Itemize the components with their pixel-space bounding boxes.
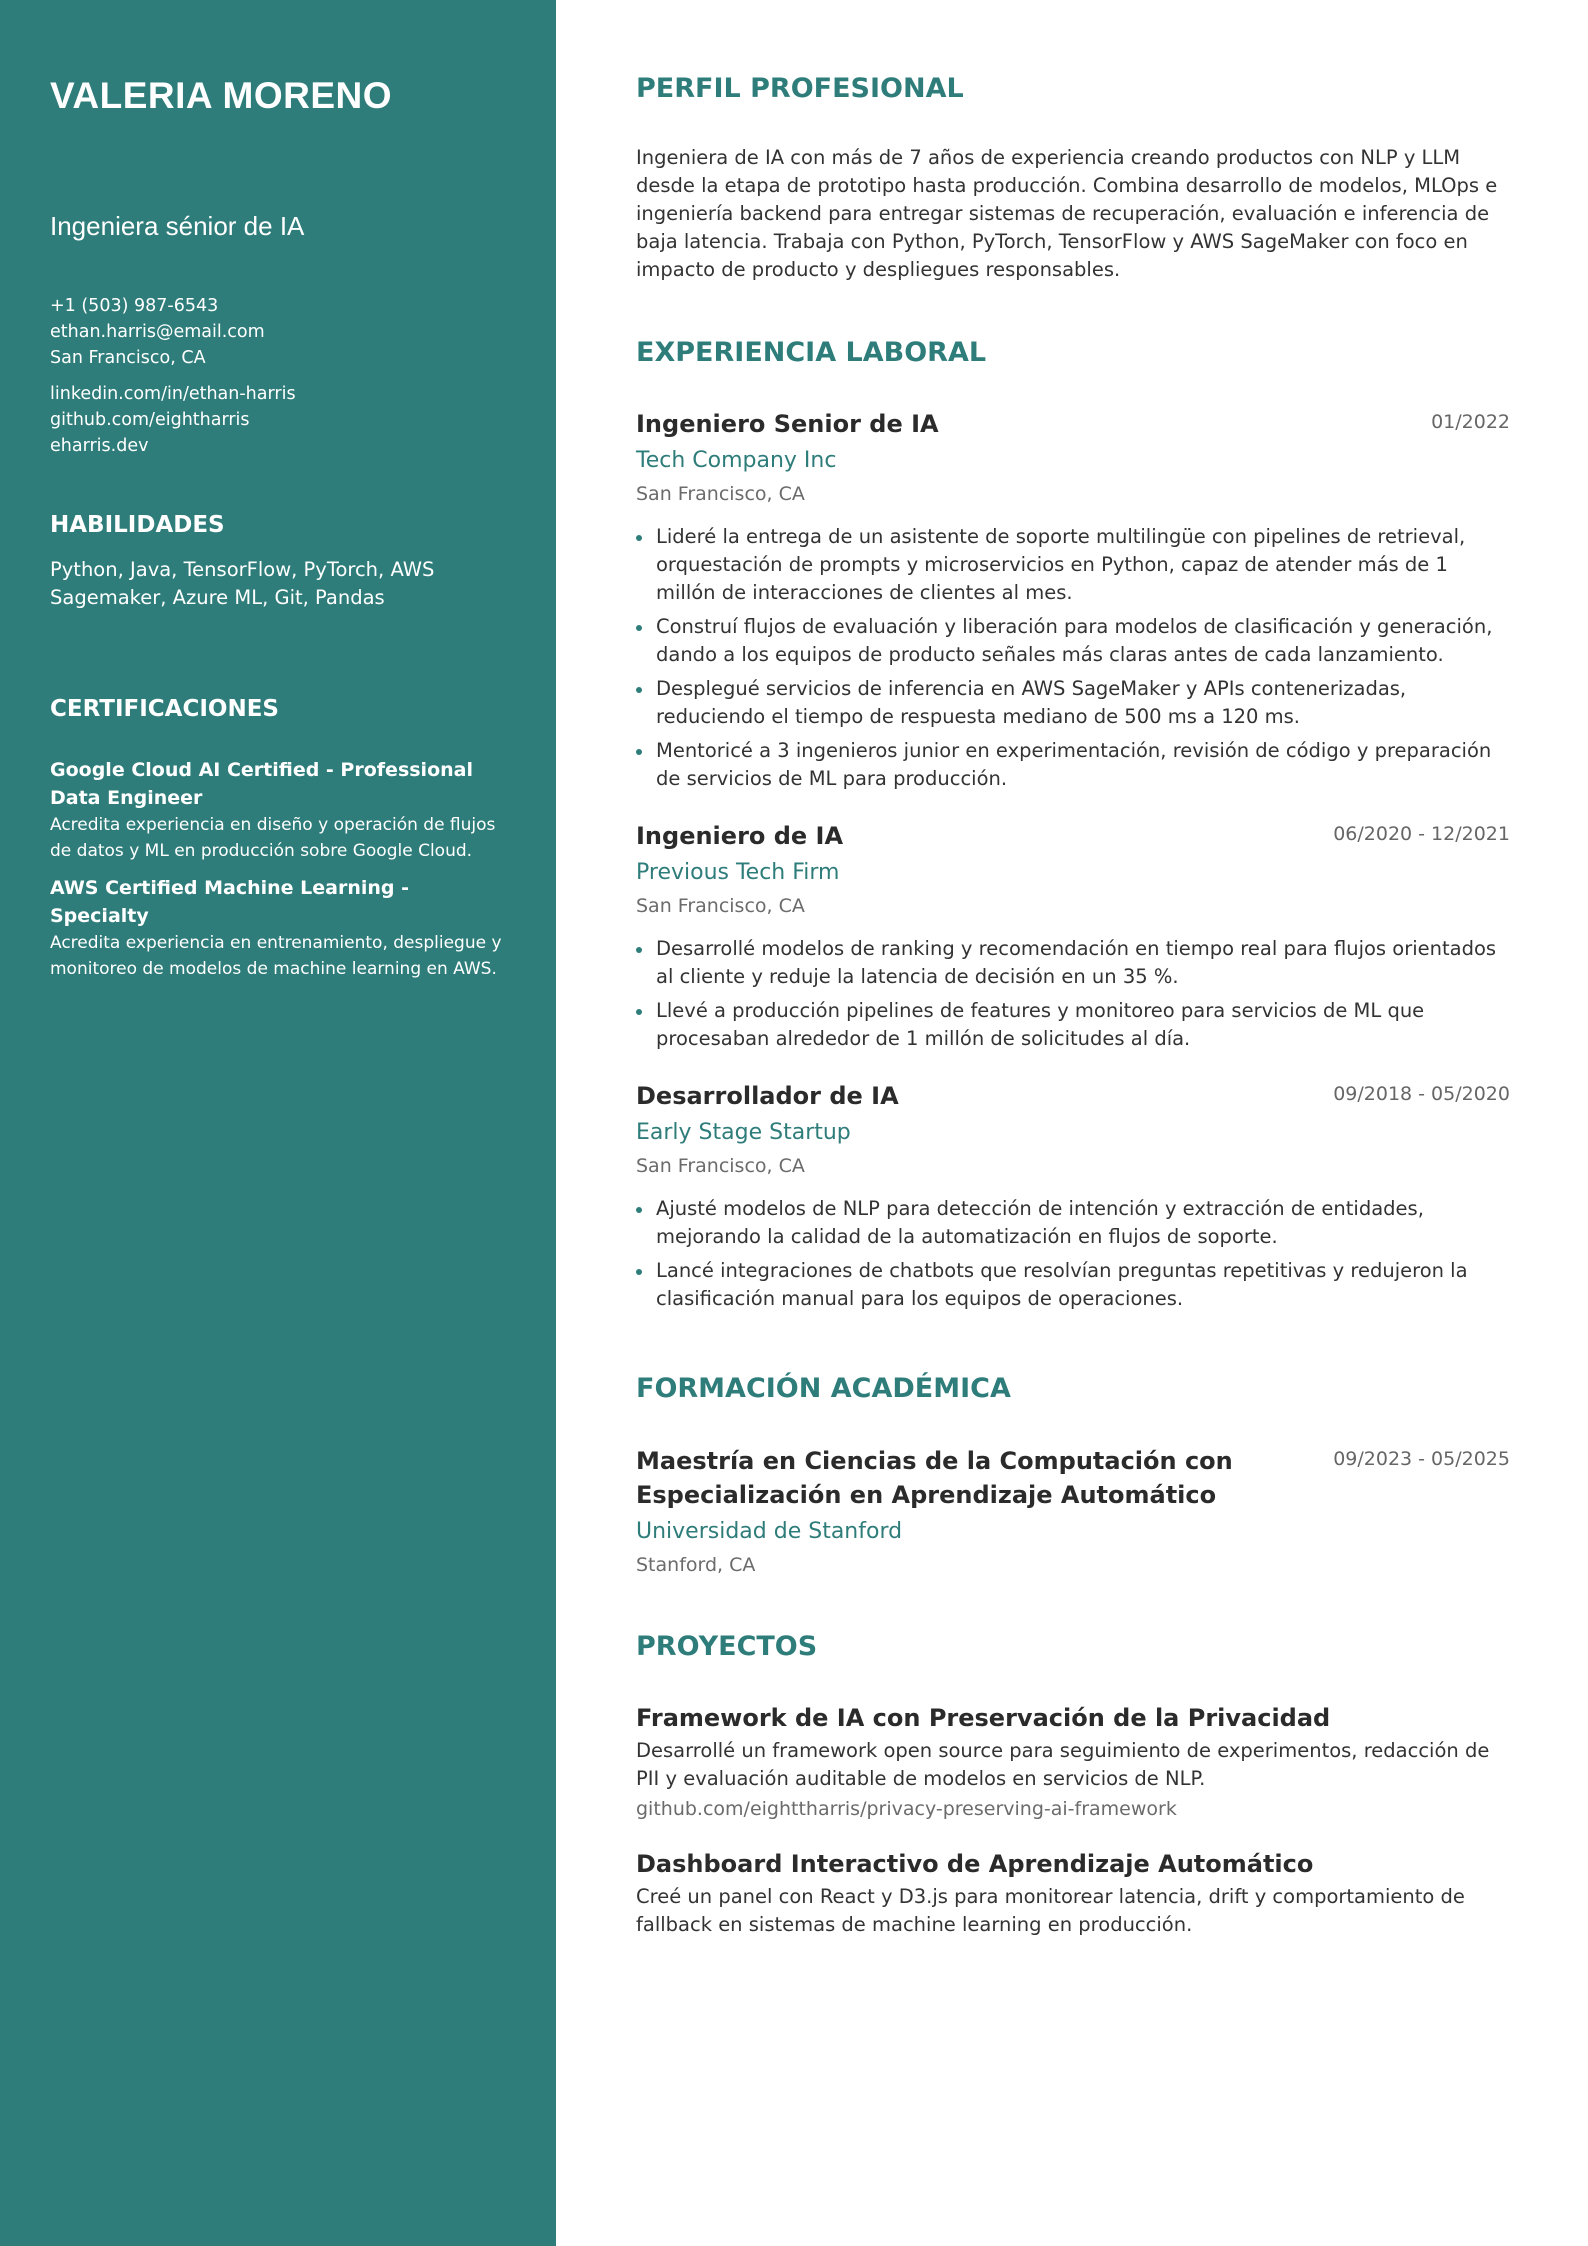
project-desc: Creé un panel con React y D3.js para monitorear latencia, drift y comportamiento de fallback en sistemas de machine learning en producción. xyxy=(636,1885,1465,1936)
cert-item xyxy=(50,756,506,864)
project-title: Dashboard Interactivo de Aprendizaje Automático xyxy=(636,1850,1314,1878)
links-block xyxy=(50,381,506,459)
phone[interactable]: +1 (503) 987-6543 xyxy=(50,296,219,316)
bullet-dot-icon xyxy=(636,1009,642,1015)
company-name: Previous Tech Firm xyxy=(636,860,840,885)
job-location: San Francisco, CA xyxy=(636,895,805,917)
school-name: Universidad de Stanford xyxy=(636,1519,903,1544)
degree-title: Maestría en Ciencias de la Computación con Especialización en Aprendizaje Automático xyxy=(636,1447,1233,1509)
education-entry xyxy=(636,1444,1510,1580)
certs-heading: CERTIFICACIONES xyxy=(50,696,279,722)
list-item: Desarrollé modelos de ranking y recomendación en tiempo real para flujos orientados al cliente y reduje la latencia de decisión en un 35 %. xyxy=(636,935,1510,991)
linkedin-link[interactable]: linkedin.com/in/ethan-harris xyxy=(50,384,296,404)
job-location: San Francisco, CA xyxy=(636,483,805,505)
bullet-dot-icon xyxy=(636,749,642,755)
email[interactable]: ethan.harris@email.com xyxy=(50,322,265,342)
bullet-dot-icon xyxy=(636,1207,642,1213)
cert-desc: Acredita experiencia en diseño y operación de flujos de datos y ML en producción sobre Google Cloud. xyxy=(50,815,496,861)
skills-text: Python, Java, TensorFlow, PyTorch, AWS Sagemaker, Azure ML, Git, Pandas xyxy=(50,558,435,609)
website-link[interactable]: eharris.dev xyxy=(50,436,149,456)
job-title: Desarrollador de IA xyxy=(636,1082,899,1110)
project-item xyxy=(636,1847,1510,1939)
cert-title: Google Cloud AI Certified - Professional Data Engineer xyxy=(50,759,473,809)
school-location: Stanford, CA xyxy=(636,1554,756,1576)
list-item: Ajusté modelos de NLP para detección de intención y extracción de entidades, mejorando la calidad de la automatización en flujos de soporte. xyxy=(636,1195,1510,1251)
job-date: 06/2020 - 12/2021 xyxy=(1333,823,1510,845)
bullet-dot-icon xyxy=(636,947,642,953)
experience-heading: EXPERIENCIA LABORAL xyxy=(636,337,987,368)
profile-summary: Ingeniera de IA con más de 7 años de experiencia creando productos con NLP y LLM desde la etapa de prototipo hasta producción. Combina desarrollo de modelos, MLOps e ingeniería backend para entregar sistemas de recuperación, evaluación e inferencia de baja latencia. Trabaja con Python, PyTorch, TensorFlow y AWS SageMaker con foco en impacto de producto y despliegues responsables. xyxy=(636,146,1498,281)
list-item: Llevé a producción pipelines de features y monitoreo para servicios de ML que procesaban alrededor de 1 millón de solicitudes al día. xyxy=(636,997,1510,1053)
job-date: 09/2018 - 05/2020 xyxy=(1333,1083,1510,1105)
job-location: San Francisco, CA xyxy=(636,1155,805,1177)
list-item: Desplegué servicios de inferencia en AWS SageMaker y APIs contenerizadas, reduciendo el tiempo de respuesta mediano de 500 ms a 120 ms. xyxy=(636,675,1510,731)
bullet-dot-icon xyxy=(636,535,642,541)
project-item xyxy=(636,1701,1510,1825)
job-bullets xyxy=(636,935,1510,1053)
github-link[interactable]: github.com/eightharris xyxy=(50,410,250,430)
list-item: Construí flujos de evaluación y liberación para modelos de clasificación y generación, dando a los equipos de producto señales más claras antes de cada lanzamiento. xyxy=(636,613,1510,669)
bullet-dot-icon xyxy=(636,687,642,693)
project-link[interactable]: github.com/eighttharris/privacy-preserving-ai-framework xyxy=(636,1798,1177,1820)
location: San Francisco, CA xyxy=(50,348,206,368)
list-item: Lideré la entrega de un asistente de soporte multilingüe con pipelines de retrieval, orquestación de prompts y microservicios en Python, capaz de atender más de 1 millón de interacciones de clientes al mes. xyxy=(636,523,1510,607)
project-desc: Desarrollé un framework open source para seguimiento de experimentos, redacción de PII y evaluación auditable de modelos en servicios de NLP. xyxy=(636,1739,1490,1790)
project-title: Framework de IA con Preservación de la Privacidad xyxy=(636,1704,1331,1732)
company-name: Early Stage Startup xyxy=(636,1120,851,1145)
bullet-dot-icon xyxy=(636,1269,642,1275)
candidate-name: VALERIA MORENO xyxy=(50,75,393,116)
job-title: Ingeniero de IA xyxy=(636,822,844,850)
job-date: 01/2022 xyxy=(1431,411,1510,433)
certs-section xyxy=(50,694,506,982)
candidate-role: Ingeniera sénior de IA xyxy=(50,211,305,241)
cert-item xyxy=(50,874,506,982)
education-heading: FORMACIÓN ACADÉMICA xyxy=(636,1373,1011,1404)
job-entry xyxy=(636,407,1510,799)
job-entry xyxy=(636,1079,1510,1319)
contact-block xyxy=(50,293,506,371)
bullet-dot-icon xyxy=(636,625,642,631)
job-bullets xyxy=(636,523,1510,793)
list-item: Lancé integraciones de chatbots que resolvían preguntas repetitivas y redujeron la clasificación manual para los equipos de operaciones. xyxy=(636,1257,1510,1313)
cert-title: AWS Certified Machine Learning - Specialty xyxy=(50,877,409,927)
skills-section xyxy=(50,510,506,612)
profile-heading: PERFIL PROFESIONAL xyxy=(636,73,964,104)
company-name: Tech Company Inc xyxy=(636,448,837,473)
job-title: Ingeniero Senior de IA xyxy=(636,410,939,438)
job-bullets xyxy=(636,1195,1510,1313)
skills-heading: HABILIDADES xyxy=(50,512,225,538)
sidebar xyxy=(0,0,556,2246)
projects-heading: PROYECTOS xyxy=(636,1631,818,1662)
job-entry xyxy=(636,819,1510,1059)
cert-desc: Acredita experiencia en entrenamiento, despliegue y monitoreo de modelos de machine learning en AWS. xyxy=(50,933,502,979)
main-content xyxy=(556,0,1588,2246)
list-item: Mentoricé a 3 ingenieros junior en experimentación, revisión de código y preparación de servicios de ML para producción. xyxy=(636,737,1510,793)
education-date: 09/2023 - 05/2025 xyxy=(1333,1448,1510,1470)
